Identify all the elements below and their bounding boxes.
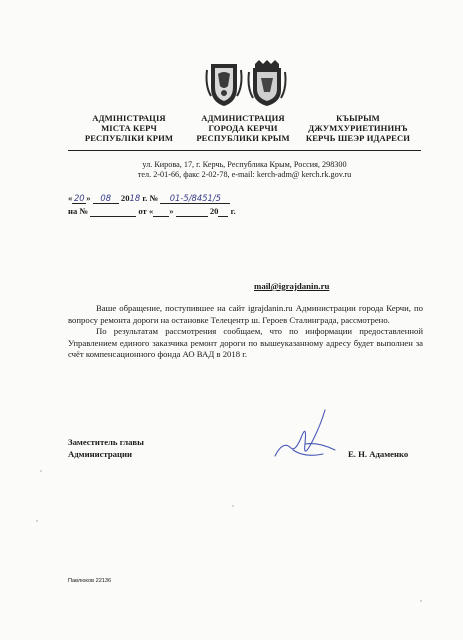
crimea-emblem-icon — [207, 64, 242, 106]
header-ru-line1: АДМИНИСТРАЦИЯ — [201, 113, 285, 123]
kerch-emblem-icon — [249, 60, 286, 106]
body-paragraph-2: По результатам рассмотрения сообщаем, что по информации предоставленной Управлением единого заказчика ремонт дороги по вышеуказанному адресу будет выполнен за счёт компенсационного фонда АО ВАД в 2018 г. — [68, 326, 423, 360]
reg-year-prefix: 20 — [120, 193, 130, 203]
handwritten-signature — [265, 400, 345, 470]
executor-note: Павлюков 22136 — [68, 578, 112, 584]
scan-speck — [232, 505, 234, 507]
address-block — [68, 160, 421, 180]
reg-day: 20 — [73, 193, 85, 203]
reply-from: от « — [138, 206, 154, 216]
address-line2: тел. 2-01-66, факс 2-02-78, e-mail: kerch-adm@ kerch.rk.gov.ru — [137, 170, 352, 179]
header-crimean-tatar — [298, 113, 418, 143]
reply-reference-line — [68, 206, 236, 217]
scan-speck — [420, 600, 422, 602]
reply-number-blank — [90, 206, 136, 217]
signatory-title — [68, 437, 144, 460]
reg-year-suffix: 18 — [129, 193, 141, 203]
reply-g: г. — [230, 206, 236, 216]
reply-month-blank — [176, 206, 208, 217]
header-ru-line3: РЕСПУБЛИКИ КРЫМ — [196, 133, 290, 143]
coat-of-arms-emblems — [203, 60, 289, 108]
reg-close-quote: » — [86, 193, 91, 203]
reg-open-quote: « — [68, 193, 73, 203]
header-ct-line3: КЕРЧЬ ШЕЭР ИДАРЕСИ — [305, 133, 411, 143]
address-line1: ул. Кирова, 17, г. Керчь, Республика Крым, Россия, 298300 — [142, 160, 347, 169]
header-ct-line1: КЪЫРЫМ — [336, 113, 380, 123]
header-ukrainian — [70, 113, 188, 143]
reply-day-blank — [153, 206, 169, 217]
reg-number: 01-5/8451/5 — [160, 193, 230, 204]
signatory-name: Е. Н. Адаменко — [348, 449, 409, 459]
reg-year-label: г. № — [142, 193, 159, 203]
header-uk-line3: РЕСПУБЛІКИ КРИМ — [84, 133, 174, 143]
recipient-email: mail@igrajdanin.ru — [254, 281, 330, 291]
signatory-title-line2: Администрации — [68, 448, 133, 459]
reply-year-blank — [218, 206, 228, 217]
reply-close: » — [169, 206, 174, 216]
reg-month: 08 — [93, 193, 119, 204]
reply-prefix: на № — [68, 206, 89, 216]
header-ru-line2: ГОРОДА КЕРЧИ — [208, 123, 278, 133]
header-ct-line2: ДЖУМХУРИЕТИНИНЪ — [308, 123, 408, 133]
header-divider — [68, 150, 421, 151]
header-uk-line1: АДМІНІСТРАЦІЯ — [92, 113, 166, 123]
reply-year: 20 — [209, 206, 219, 216]
body-paragraph-1: Ваше обращение, поступившее на сайт igrajdanin.ru Администрации города Керчи, по вопросу ремонта дороги на остановке Телецентр ш. Героев Сталинграда, рассмотрено. — [68, 303, 423, 325]
scan-speck — [40, 470, 42, 472]
scan-speck — [36, 520, 38, 522]
letter-body — [68, 303, 423, 361]
header-uk-line2: МІСТА КЕРЧ — [101, 123, 157, 133]
signatory-title-line1: Заместитель главы — [68, 437, 144, 447]
registration-line — [68, 193, 230, 204]
header-russian — [184, 113, 302, 143]
